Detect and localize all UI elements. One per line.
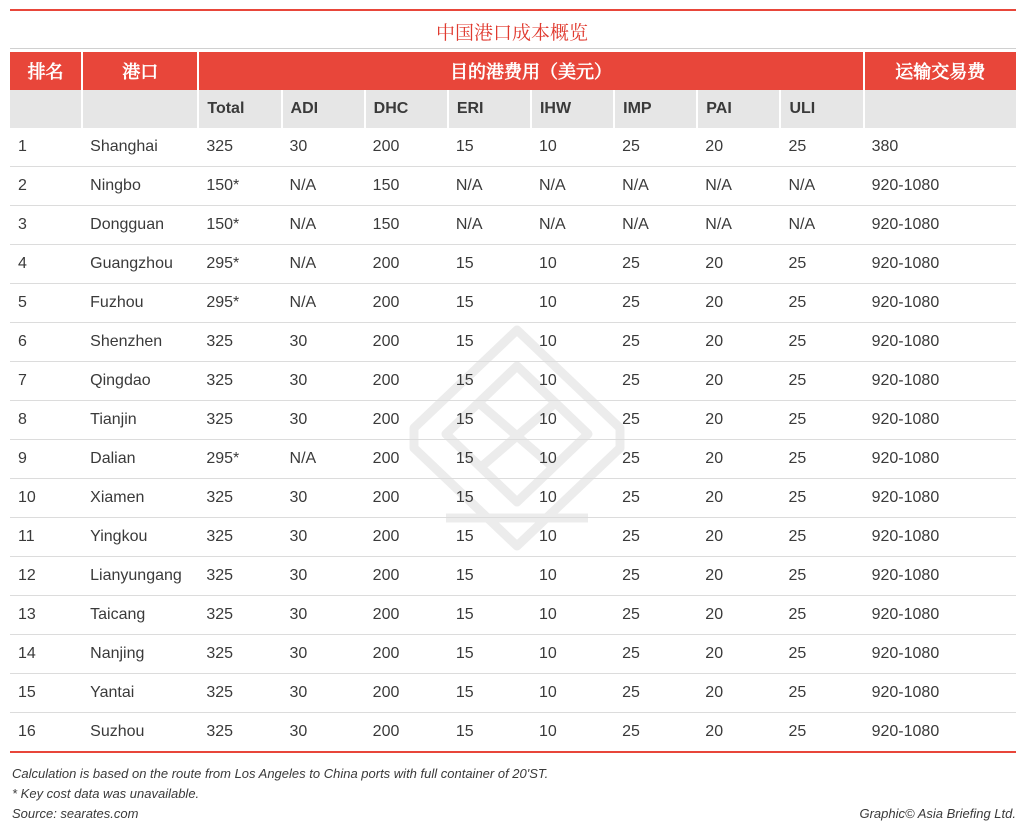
cell-total: 325: [198, 635, 281, 674]
cell-adi: N/A: [282, 245, 365, 284]
cell-transaction: 920-1080: [864, 635, 1016, 674]
cell-imp: 25: [614, 479, 697, 518]
cell-eri: 15: [448, 245, 531, 284]
table-row: [10, 518, 1016, 557]
cell-transaction: 920-1080: [864, 284, 1016, 323]
cell-rank: 1: [10, 128, 82, 167]
cell-imp: 25: [614, 518, 697, 557]
cell-eri: 15: [448, 479, 531, 518]
cell-dhc: 200: [365, 557, 448, 596]
cell-adi: 30: [282, 323, 365, 362]
cell-rank: 3: [10, 206, 82, 245]
cell-total: 325: [198, 674, 281, 713]
cell-uli: 25: [780, 479, 863, 518]
title-divider: [10, 48, 1016, 49]
cell-transaction: 920-1080: [864, 401, 1016, 440]
cell-imp: 25: [614, 128, 697, 167]
cell-imp: 25: [614, 440, 697, 479]
cell-uli: N/A: [780, 206, 863, 245]
cell-adi: N/A: [282, 206, 365, 245]
cell-total: 150*: [198, 167, 281, 206]
cell-ihw: N/A: [531, 206, 614, 245]
cell-rank: 10: [10, 479, 82, 518]
cell-pai: 20: [697, 323, 780, 362]
cell-uli: 25: [780, 518, 863, 557]
cell-ihw: 10: [531, 674, 614, 713]
cell-imp: 25: [614, 596, 697, 635]
cell-pai: 20: [697, 713, 780, 753]
cell-adi: 30: [282, 401, 365, 440]
cell-transaction: 920-1080: [864, 206, 1016, 245]
table-row: [10, 596, 1016, 635]
cell-uli: 25: [780, 401, 863, 440]
cell-rank: 2: [10, 167, 82, 206]
cell-uli: 25: [780, 635, 863, 674]
cell-rank: 12: [10, 557, 82, 596]
cell-uli: 25: [780, 245, 863, 284]
table-row: [10, 401, 1016, 440]
cell-dhc: 200: [365, 518, 448, 557]
cell-eri: 15: [448, 128, 531, 167]
cell-port: Xiamen: [82, 479, 198, 518]
destination-fees-header: 目的港费用（美元）: [198, 52, 863, 90]
cell-imp: 25: [614, 674, 697, 713]
cell-port: Fuzhou: [82, 284, 198, 323]
cell-uli: 25: [780, 557, 863, 596]
cell-uli: N/A: [780, 167, 863, 206]
cell-port: Nanjing: [82, 635, 198, 674]
cell-dhc: 200: [365, 479, 448, 518]
cell-pai: 20: [697, 440, 780, 479]
fee-col-adi: ADI: [282, 90, 365, 128]
cell-uli: 25: [780, 713, 863, 753]
cell-imp: N/A: [614, 167, 697, 206]
cell-rank: 8: [10, 401, 82, 440]
cell-adi: 30: [282, 713, 365, 753]
footnotes: [12, 764, 548, 824]
cell-port: Yingkou: [82, 518, 198, 557]
fee-subheader-row: [10, 90, 1016, 128]
cell-pai: 20: [697, 596, 780, 635]
port-header: 港口: [82, 52, 198, 90]
table-row: [10, 713, 1016, 753]
cell-pai: 20: [697, 518, 780, 557]
cell-dhc: 150: [365, 167, 448, 206]
cell-rank: 4: [10, 245, 82, 284]
cell-port: Yantai: [82, 674, 198, 713]
cell-adi: 30: [282, 674, 365, 713]
cell-adi: N/A: [282, 440, 365, 479]
cell-transaction: 380: [864, 128, 1016, 167]
cell-pai: 20: [697, 362, 780, 401]
cell-dhc: 200: [365, 596, 448, 635]
cell-port: Taicang: [82, 596, 198, 635]
cell-adi: N/A: [282, 284, 365, 323]
cell-ihw: 10: [531, 518, 614, 557]
cell-pai: 20: [697, 128, 780, 167]
cell-port: Dalian: [82, 440, 198, 479]
table-row: [10, 323, 1016, 362]
table-body: [10, 128, 1016, 752]
cell-pai: 20: [697, 479, 780, 518]
cell-eri: 15: [448, 518, 531, 557]
cell-imp: 25: [614, 284, 697, 323]
cell-dhc: 200: [365, 362, 448, 401]
cell-adi: 30: [282, 479, 365, 518]
cell-eri: 15: [448, 713, 531, 753]
page-title: 中国港口成本概览: [435, 22, 588, 44]
cell-port: Ningbo: [82, 167, 198, 206]
transaction-subheader-blank: [864, 90, 1016, 128]
cell-imp: N/A: [614, 206, 697, 245]
cell-pai: 20: [697, 245, 780, 284]
cell-pai: 20: [697, 635, 780, 674]
cell-ihw: 10: [531, 713, 614, 753]
cell-eri: N/A: [448, 167, 531, 206]
cell-dhc: 200: [365, 245, 448, 284]
fee-col-dhc: DHC: [365, 90, 448, 128]
cell-ihw: 10: [531, 245, 614, 284]
table-row: [10, 167, 1016, 206]
cell-dhc: 200: [365, 323, 448, 362]
cell-ihw: 10: [531, 557, 614, 596]
fee-col-uli: ULI: [780, 90, 863, 128]
cell-eri: 15: [448, 323, 531, 362]
cell-dhc: 150: [365, 206, 448, 245]
table-row: [10, 245, 1016, 284]
cell-total: 325: [198, 401, 281, 440]
cell-eri: 15: [448, 557, 531, 596]
cell-transaction: 920-1080: [864, 518, 1016, 557]
cell-transaction: 920-1080: [864, 440, 1016, 479]
cell-eri: 15: [448, 596, 531, 635]
cell-port: Lianyungang: [82, 557, 198, 596]
transaction-fee-header: 运输交易费: [864, 52, 1016, 90]
cell-total: 295*: [198, 245, 281, 284]
cell-port: Shenzhen: [82, 323, 198, 362]
cell-adi: N/A: [282, 167, 365, 206]
cell-uli: 25: [780, 440, 863, 479]
cell-eri: 15: [448, 635, 531, 674]
table-row: [10, 284, 1016, 323]
cell-pai: 20: [697, 401, 780, 440]
cell-transaction: 920-1080: [864, 596, 1016, 635]
cell-rank: 7: [10, 362, 82, 401]
cell-port: Shanghai: [82, 128, 198, 167]
cell-ihw: 10: [531, 596, 614, 635]
cell-ihw: 10: [531, 128, 614, 167]
table-header-row: [10, 52, 1016, 90]
fee-col-imp: IMP: [614, 90, 697, 128]
cell-total: 325: [198, 323, 281, 362]
cell-transaction: 920-1080: [864, 674, 1016, 713]
cell-transaction: 920-1080: [864, 479, 1016, 518]
cell-eri: 15: [448, 284, 531, 323]
cell-dhc: 200: [365, 128, 448, 167]
footnote-source: Source: searates.com: [12, 806, 139, 821]
cell-total: 325: [198, 362, 281, 401]
cell-pai: 20: [697, 284, 780, 323]
cell-eri: 15: [448, 362, 531, 401]
cell-eri: 15: [448, 674, 531, 713]
fee-col-pai: PAI: [697, 90, 780, 128]
cell-dhc: 200: [365, 674, 448, 713]
cell-rank: 14: [10, 635, 82, 674]
cell-transaction: 920-1080: [864, 362, 1016, 401]
cell-eri: 15: [448, 401, 531, 440]
cell-ihw: N/A: [531, 167, 614, 206]
cell-port: Tianjin: [82, 401, 198, 440]
cell-adi: 30: [282, 635, 365, 674]
cell-uli: 25: [780, 284, 863, 323]
cell-rank: 16: [10, 713, 82, 753]
cell-transaction: 920-1080: [864, 323, 1016, 362]
cell-imp: 25: [614, 362, 697, 401]
cell-transaction: 920-1080: [864, 245, 1016, 284]
footnote-calculation: Calculation is based on the route from Los Angeles to China ports with full container of 20'ST.: [12, 766, 549, 781]
cell-eri: N/A: [448, 206, 531, 245]
cell-ihw: 10: [531, 401, 614, 440]
cell-total: 295*: [198, 284, 281, 323]
cell-rank: 11: [10, 518, 82, 557]
cell-imp: 25: [614, 635, 697, 674]
cell-dhc: 200: [365, 401, 448, 440]
table-row: [10, 128, 1016, 167]
cell-uli: 25: [780, 128, 863, 167]
cell-dhc: 200: [365, 713, 448, 753]
cell-total: 325: [198, 557, 281, 596]
cell-uli: 25: [780, 323, 863, 362]
cell-dhc: 200: [365, 284, 448, 323]
cell-ihw: 10: [531, 323, 614, 362]
cell-pai: N/A: [697, 167, 780, 206]
table-row: [10, 206, 1016, 245]
table-row: [10, 635, 1016, 674]
cell-imp: 25: [614, 557, 697, 596]
cell-port: Guangzhou: [82, 245, 198, 284]
cell-total: 325: [198, 128, 281, 167]
cell-ihw: 10: [531, 362, 614, 401]
cell-pai: 20: [697, 557, 780, 596]
cell-total: 325: [198, 518, 281, 557]
cell-ihw: 10: [531, 284, 614, 323]
table-row: [10, 362, 1016, 401]
cell-transaction: 920-1080: [864, 167, 1016, 206]
fee-col-total: Total: [198, 90, 281, 128]
cell-adi: 30: [282, 596, 365, 635]
cell-port: Suzhou: [82, 713, 198, 753]
cell-transaction: 920-1080: [864, 557, 1016, 596]
fee-col-eri: ERI: [448, 90, 531, 128]
cell-adi: 30: [282, 518, 365, 557]
cell-port: Dongguan: [82, 206, 198, 245]
cell-port: Qingdao: [82, 362, 198, 401]
table-row: [10, 557, 1016, 596]
cell-rank: 15: [10, 674, 82, 713]
cell-ihw: 10: [531, 635, 614, 674]
cell-total: 325: [198, 596, 281, 635]
table-row: [10, 440, 1016, 479]
cell-uli: 25: [780, 596, 863, 635]
cell-dhc: 200: [365, 635, 448, 674]
table-row: [10, 479, 1016, 518]
cell-imp: 25: [614, 323, 697, 362]
cell-rank: 6: [10, 323, 82, 362]
rank-subheader-blank: [10, 90, 82, 128]
cell-imp: 25: [614, 401, 697, 440]
port-cost-table: [10, 52, 1016, 753]
cell-imp: 25: [614, 245, 697, 284]
cell-total: 325: [198, 479, 281, 518]
cell-total: 295*: [198, 440, 281, 479]
cell-total: 325: [198, 713, 281, 753]
cell-rank: 9: [10, 440, 82, 479]
top-accent-rule: [10, 9, 1016, 11]
cell-rank: 13: [10, 596, 82, 635]
cell-uli: 25: [780, 362, 863, 401]
cell-uli: 25: [780, 674, 863, 713]
cell-adi: 30: [282, 557, 365, 596]
port-subheader-blank: [82, 90, 198, 128]
footnote-unavailable: * Key cost data was unavailable.: [12, 786, 200, 801]
cell-eri: 15: [448, 440, 531, 479]
cell-transaction: 920-1080: [864, 713, 1016, 753]
fee-col-ihw: IHW: [531, 90, 614, 128]
table-row: [10, 674, 1016, 713]
cell-pai: 20: [697, 674, 780, 713]
rank-header: 排名: [10, 52, 82, 90]
cell-rank: 5: [10, 284, 82, 323]
cell-total: 150*: [198, 206, 281, 245]
graphic-credit: Graphic© Asia Briefing Ltd.: [859, 806, 1016, 821]
cell-dhc: 200: [365, 440, 448, 479]
cell-adi: 30: [282, 128, 365, 167]
cell-imp: 25: [614, 713, 697, 753]
cell-adi: 30: [282, 362, 365, 401]
cell-ihw: 10: [531, 479, 614, 518]
cell-ihw: 10: [531, 440, 614, 479]
cell-pai: N/A: [697, 206, 780, 245]
